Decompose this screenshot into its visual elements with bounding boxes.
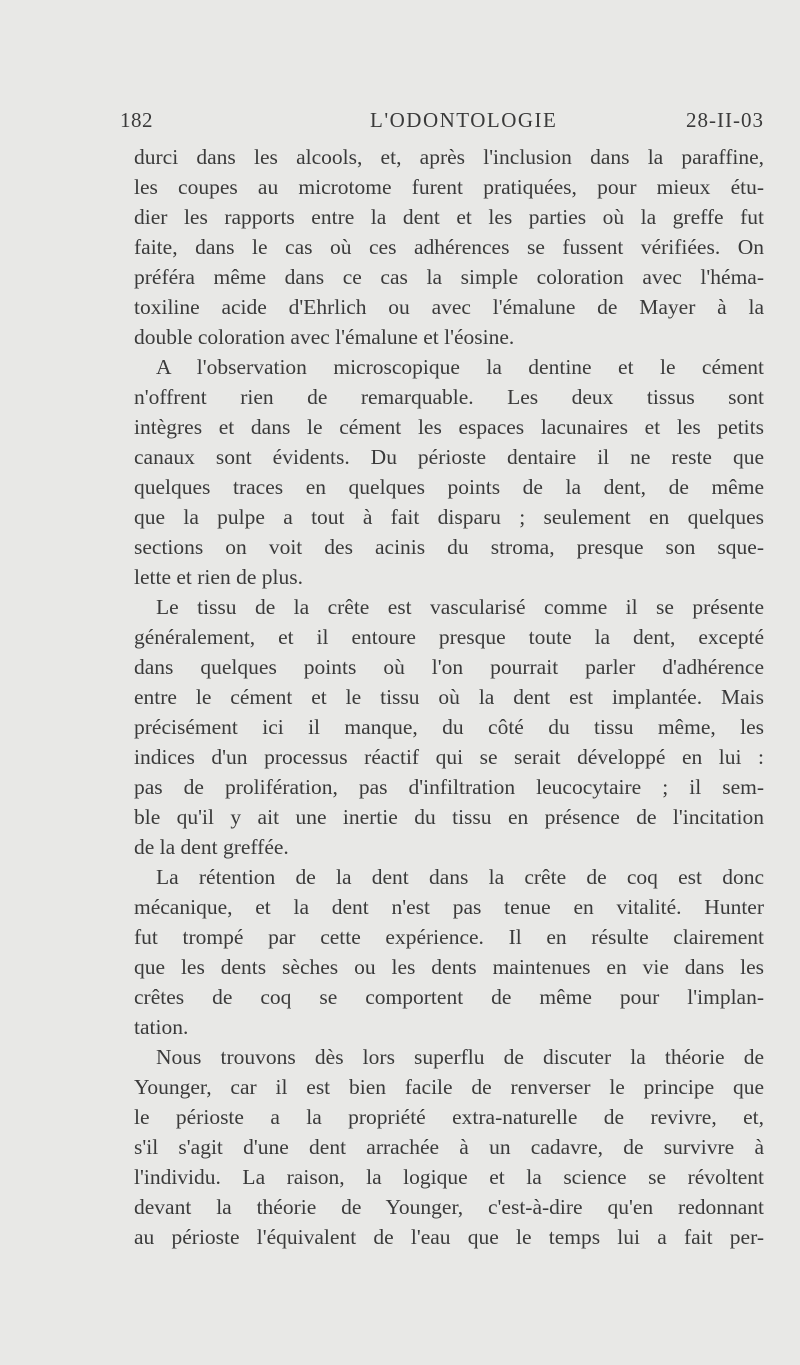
text-line: La rétention de la dent dans la crête de coq est donc [156,865,764,889]
text-line: double coloration avec l'émalune et l'éosine. [134,325,515,349]
text-line: devant la théorie de Younger, c'est-à-dire qu'en redonnant [134,1195,764,1219]
text-line: que la pulpe a tout à fait disparu ; seulement en quelques [134,505,764,529]
text-line: faite, dans le cas où ces adhérences se fussent vérifiées. On [134,235,764,259]
text-line: les coupes au microtome furent pratiquées, pour mieux étu- [134,175,764,199]
text-line: préféra même dans ce cas la simple coloration avec l'héma- [134,265,764,289]
text-line: crêtes de coq se comportent de même pour l'implan- [134,985,764,1009]
text-line: précisément ici il manque, du côté du tissu même, les [134,715,764,739]
text-line: durci dans les alcools, et, après l'inclusion dans la paraffine, [134,145,764,169]
text-line: quelques traces en quelques points de la dent, de même [134,475,764,499]
text-line: fut trompé par cette expérience. Il en résulte clairement [134,925,764,949]
text-line: Nous trouvons dès lors superflu de discuter la théorie de [156,1045,764,1069]
text-line: que les dents sèches ou les dents maintenues en vie dans les [134,955,764,979]
text-line: pas de prolifération, pas d'infiltration leucocytaire ; il sem- [134,775,764,799]
running-header [120,108,764,138]
text-line: généralement, et il entoure presque toute la dent, excepté [134,625,764,649]
body-text [134,142,764,1252]
text-line: dans quelques points où l'on pourrait parler d'adhérence [134,655,764,679]
text-line: toxiline acide d'Ehrlich ou avec l'émalune de Mayer à la [134,295,764,319]
text-line: au périoste l'équivalent de l'eau que le temps lui a fait per- [134,1225,764,1249]
text-line: s'il s'agit d'une dent arrachée à un cadavre, de survivre à [134,1135,764,1159]
text-line: l'individu. La raison, la logique et la science se révoltent [134,1165,764,1189]
page-number: 182 [120,108,153,132]
text-line: Le tissu de la crête est vascularisé comme il se présente [156,595,764,619]
text-line: A l'observation microscopique la dentine et le cément [156,355,764,379]
text-line: lette et rien de plus. [134,565,303,589]
text-line: entre le cément et le tissu où la dent est implantée. Mais [134,685,764,709]
text-line: ble qu'il y ait une inertie du tissu en présence de l'incitation [134,805,764,829]
issue-date: 28-II-03 [686,108,764,132]
text-line: sections on voit des acinis du stroma, presque son sque- [134,535,764,559]
text-line: mécanique, et la dent n'est pas tenue en vitalité. Hunter [134,895,764,919]
text-line: indices d'un processus réactif qui se serait développé en lui : [134,745,764,769]
text-line: tation. [134,1015,189,1039]
journal-title: L'ODONTOLOGIE [370,108,558,132]
text-line: canaux sont évidents. Du périoste dentaire il ne reste que [134,445,764,469]
text-line: intègres et dans le cément les espaces lacunaires et les petits [134,415,764,439]
text-line: de la dent greffée. [134,835,289,859]
text-line: Younger, car il est bien facile de renverser le principe que [134,1075,764,1099]
text-line: n'offrent rien de remarquable. Les deux tissus sont [134,385,764,409]
text-line: dier les rapports entre la dent et les parties où la greffe fut [134,205,764,229]
text-line: le périoste a la propriété extra-naturelle de revivre, et, [134,1105,764,1129]
